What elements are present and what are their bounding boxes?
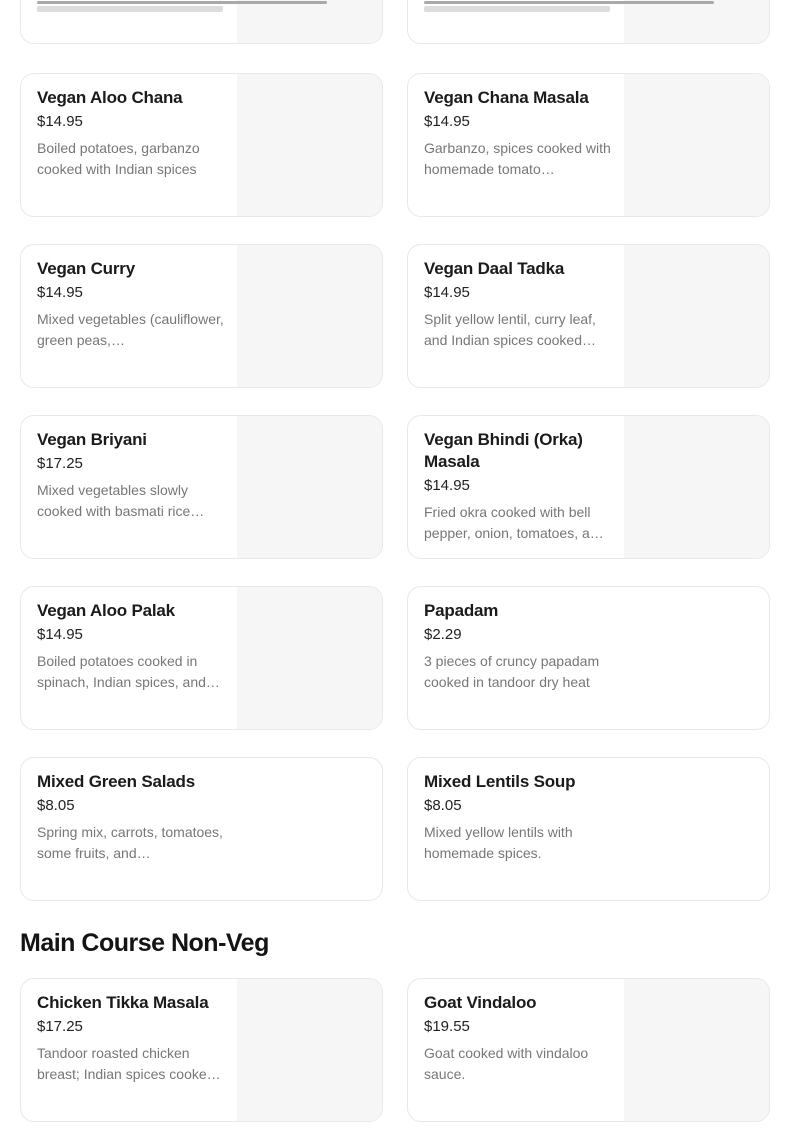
menu-item-card[interactable] <box>407 244 770 388</box>
menu-item-card[interactable] <box>20 73 383 217</box>
menu-item-description: Spring mix, carrots, tomatoes, some fruits, and… <box>37 824 223 861</box>
menu-item-name: Vegan Chana Masala <box>424 88 589 107</box>
menu-item-price: $17.25 <box>37 1018 83 1035</box>
menu-item-card[interactable] <box>20 586 383 730</box>
menu-item-card[interactable] <box>20 244 383 388</box>
menu-item-price: $8.05 <box>37 797 75 814</box>
menu-item-card[interactable] <box>20 978 383 1122</box>
menu-item-price: $14.95 <box>37 284 83 301</box>
menu-item-name: Vegan Bhindi (Orka) Masala <box>424 430 583 471</box>
menu-item-description: Boiled potatoes, garbanzo cooked with Indian spices <box>37 140 200 177</box>
menu-item-text <box>21 979 237 1121</box>
clipped-menu-item-card[interactable] <box>20 0 383 44</box>
menu-item-text <box>21 245 237 387</box>
menu-item-photo-placeholder <box>624 0 769 43</box>
menu-item-photo-placeholder <box>237 74 382 216</box>
menu-item-card[interactable] <box>407 757 770 901</box>
menu-row <box>20 978 770 1122</box>
clipped-row <box>20 0 770 44</box>
menu-item-price: $14.95 <box>37 626 83 643</box>
menu-item-price: $19.55 <box>424 1018 470 1035</box>
menu-item-description: Mixed vegetables (cauliflower, green peas,… <box>37 311 224 348</box>
clipped-menu-item-card[interactable] <box>407 0 770 44</box>
menu-item-name: Chicken Tikka Masala <box>37 993 209 1012</box>
menu-item-text <box>21 416 237 558</box>
menu-item-description: Boiled potatoes cooked in spinach, Indian spices, and… <box>37 653 220 690</box>
menu <box>20 0 770 1122</box>
menu-item-description: Split yellow lentil, curry leaf, and Indian spices cooked… <box>424 311 596 348</box>
menu-item-price: $14.95 <box>37 113 83 130</box>
menu-item-photo-placeholder <box>624 245 769 387</box>
menu-item-photo-placeholder <box>237 979 382 1121</box>
menu-item-photo-placeholder <box>237 416 382 558</box>
menu-row <box>20 415 770 559</box>
menu-item-card[interactable] <box>407 978 770 1122</box>
menu-item-text <box>408 245 624 387</box>
menu-item-text <box>408 758 624 900</box>
menu-item-name: Vegan Aloo Palak <box>37 601 175 620</box>
menu-item-name: Vegan Briyani <box>37 430 147 449</box>
menu-item-description: Mixed yellow lentils with homemade spices. <box>424 824 573 861</box>
menu-item-price: $8.05 <box>424 797 462 814</box>
menu-item-card[interactable] <box>407 586 770 730</box>
menu-item-description: Mixed vegetables slowly cooked with basmati rice… <box>37 482 205 519</box>
menu-item-price: $14.95 <box>424 113 470 130</box>
menu-item-price: $14.95 <box>424 477 470 494</box>
menu-row <box>20 73 770 217</box>
menu-item-description: Garbanzo, spices cooked with homemade tomato… <box>424 140 611 177</box>
menu-item-price: $2.29 <box>424 626 462 643</box>
truncated-text-line <box>37 1 327 4</box>
menu-item-name: Vegan Daal Tadka <box>424 259 565 278</box>
truncated-text-line <box>424 6 610 12</box>
menu-item-card[interactable] <box>20 415 383 559</box>
menu-item-name: Vegan Curry <box>37 259 135 278</box>
menu-item-photo-placeholder <box>624 74 769 216</box>
truncated-text-line <box>424 1 714 4</box>
menu-item-photo-placeholder <box>237 245 382 387</box>
menu-item-description: Tandoor roasted chicken breast; Indian spices cooke… <box>37 1045 221 1082</box>
menu-item-name: Goat Vindaloo <box>424 993 537 1012</box>
menu-row <box>20 586 770 730</box>
menu-item-name: Mixed Green Salads <box>37 772 195 791</box>
menu-item-photo-placeholder <box>624 416 769 558</box>
menu-item-description: 3 pieces of cruncy papadam cooked in tandoor dry heat <box>424 653 600 690</box>
section-heading: Main Course Non-Veg <box>20 929 269 957</box>
menu-item-price: $14.95 <box>424 284 470 301</box>
menu-item-photo-placeholder <box>624 979 769 1121</box>
menu-item-card[interactable] <box>407 73 770 217</box>
menu-item-text <box>408 74 624 216</box>
truncated-text-line <box>37 6 223 12</box>
menu-item-name: Papadam <box>424 601 499 620</box>
menu-item-photo-placeholder <box>237 0 382 43</box>
menu-item-name: Mixed Lentils Soup <box>424 772 576 791</box>
menu-item-name: Vegan Aloo Chana <box>37 88 183 107</box>
menu-row <box>20 244 770 388</box>
menu-item-price: $17.25 <box>37 455 83 472</box>
menu-item-description: Fried okra cooked with bell pepper, onion, tomatoes, a… <box>424 504 604 541</box>
menu-item-text <box>408 979 624 1121</box>
menu-item-text <box>21 74 237 216</box>
menu-item-card[interactable] <box>407 415 770 559</box>
menu-item-text <box>21 587 237 729</box>
menu-item-text <box>21 758 237 900</box>
menu-row <box>20 757 770 901</box>
menu-item-photo-placeholder <box>237 587 382 729</box>
menu-item-card[interactable] <box>20 757 383 901</box>
menu-item-text <box>408 416 624 558</box>
menu-item-text <box>408 587 624 729</box>
menu-item-description: Goat cooked with vindaloo sauce. <box>424 1045 589 1082</box>
